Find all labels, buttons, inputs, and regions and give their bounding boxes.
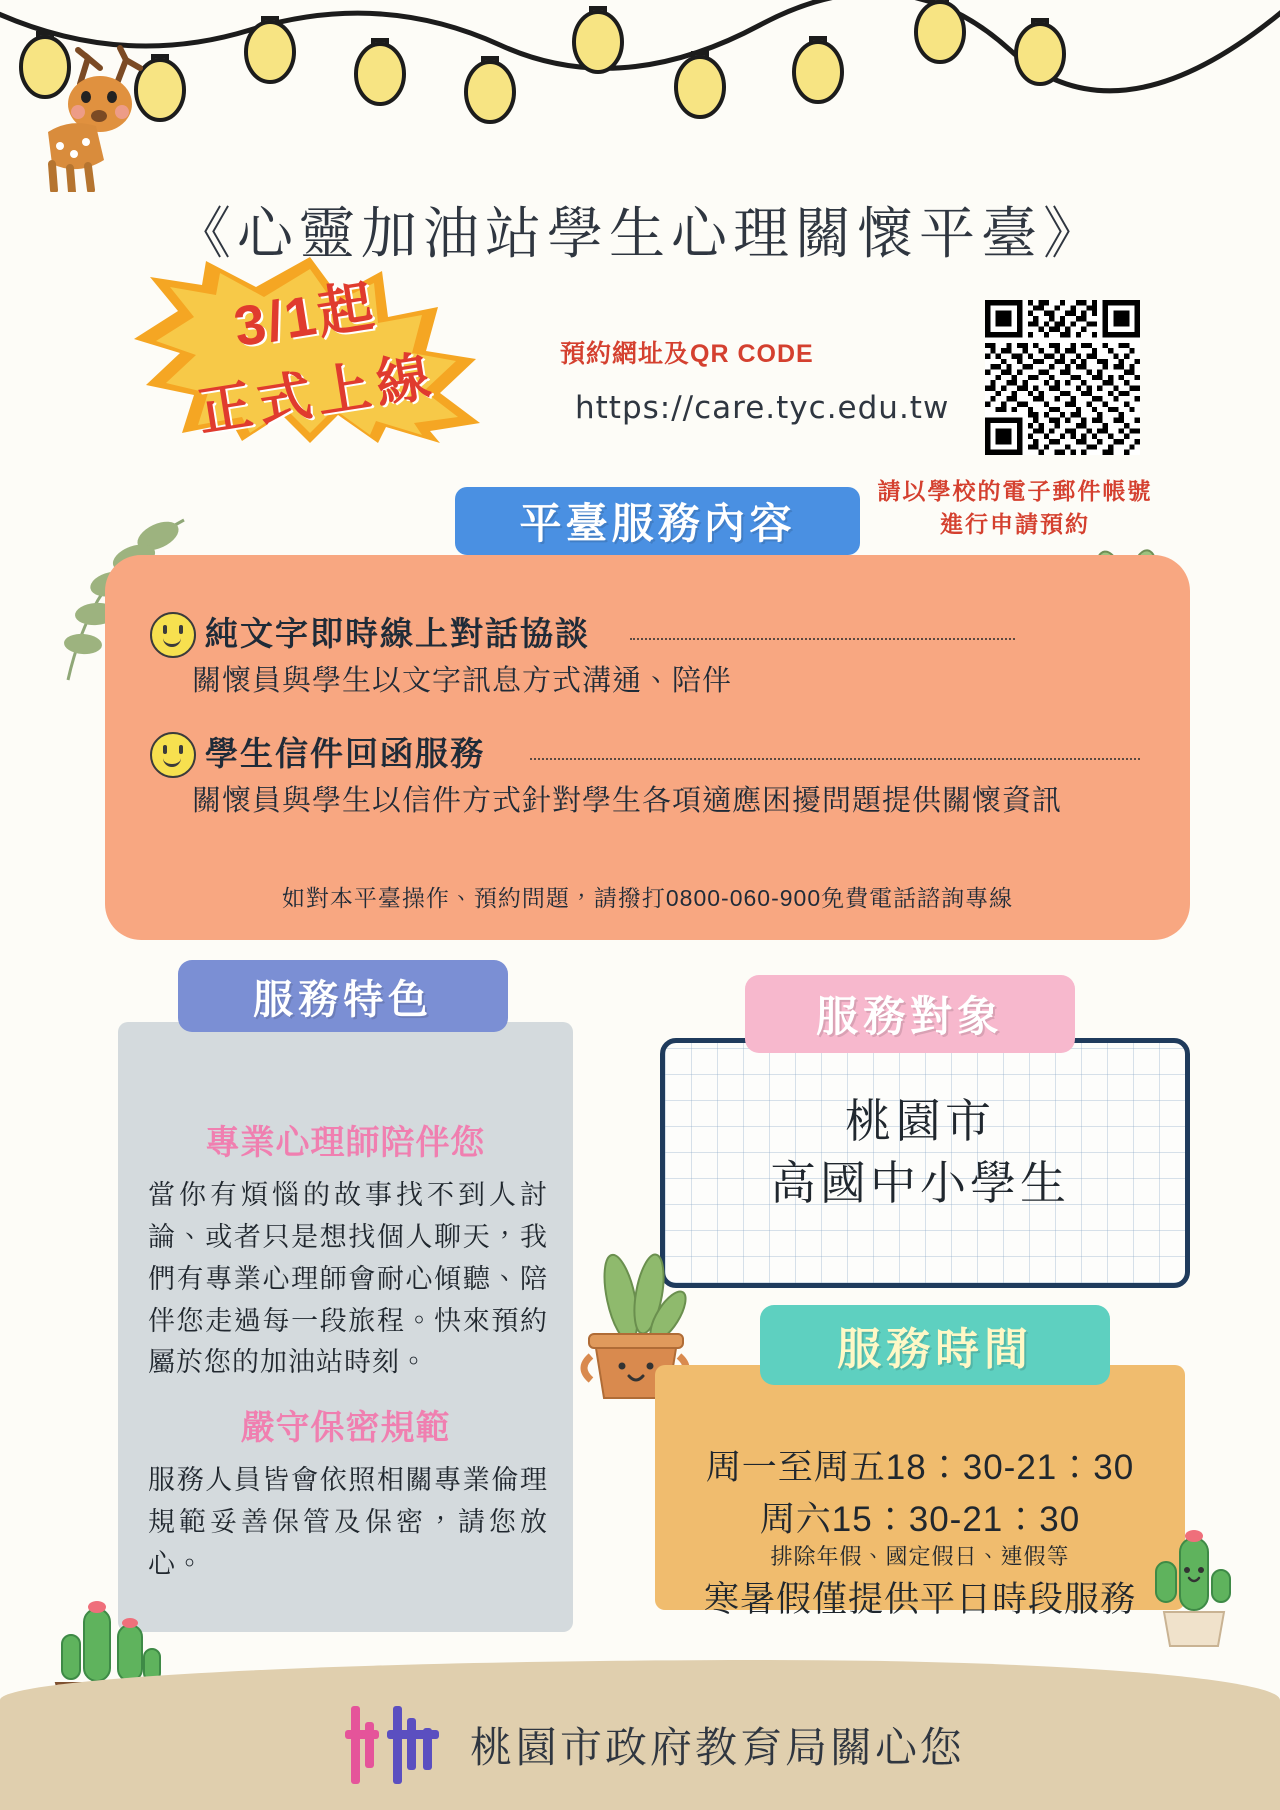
booking-url[interactable]: https://care.tyc.edu.tw	[575, 390, 950, 426]
booking-note-line2: 進行申請預約	[940, 511, 1090, 538]
services-banner-label: 平臺服務內容	[519, 500, 796, 547]
features-banner-label: 服務特色	[253, 977, 433, 1022]
feature-1-body: 當你有煩惱的故事找不到人討論、或者只是想找個人聊天，我們有專業心理師會耐心傾聽、陪伴您走過每一段旅程。快來預約屬於您的加油站時刻。	[148, 1180, 548, 1378]
launch-badge	[110, 255, 510, 445]
service-time-banner-label: 服務時間	[837, 1325, 1033, 1374]
smiley-icon	[150, 612, 196, 658]
launch-line2: 正式上線	[193, 345, 441, 443]
features-banner	[178, 960, 508, 1032]
booking-note	[865, 475, 1165, 542]
cactus-icon	[1140, 1520, 1250, 1650]
booking-note-line1: 請以學校的電子郵件帳號	[877, 478, 1153, 504]
service-time-line4: 寒暑假僅提供平日時段服務	[703, 1580, 1136, 1619]
target-line1: 桃園市	[845, 1095, 995, 1147]
services-banner	[455, 487, 860, 555]
service-item-1-heading: 純文字即時線上對話協談	[205, 615, 590, 652]
service-time-line2: 周六15：30-21：30	[759, 1500, 1081, 1539]
launch-line1: 3/1起	[229, 273, 380, 358]
service-time-line3: 排除年假、國定假日、連假等	[770, 1544, 1070, 1569]
service-item-1-divider	[630, 638, 1015, 640]
feature-2-heading: 嚴守保密規範	[240, 1409, 451, 1447]
service-item-2-divider	[530, 758, 1140, 760]
service-time-banner	[760, 1305, 1110, 1385]
footer-text: 桃園市政府教育局關心您	[470, 1724, 966, 1771]
service-item-1-body: 關懷員與學生以文字訊息方式溝通、陪伴	[192, 665, 733, 697]
qr-code-icon[interactable]	[985, 300, 1140, 455]
service-item-2-heading: 學生信件回函服務	[205, 735, 485, 772]
services-footnote: 如對本平臺操作、預約問題，請撥打0800-060-900免費電話諮詢專線	[281, 885, 1014, 911]
target-text	[660, 1090, 1180, 1214]
page-title: 《心靈加油站學生心理關懷平臺》	[175, 202, 1105, 267]
smiley-icon	[150, 732, 196, 778]
feature-2-body: 服務人員皆會依照相關專業倫理規範妥善保管及保密，請您放心。	[148, 1465, 548, 1579]
feature-1-heading: 專業心理師陪伴您	[205, 1124, 486, 1162]
booking-label: 預約網址及QR CODE	[560, 340, 814, 368]
service-item-2-body: 關懷員與學生以信件方式針對學生各項適應困擾問題提供關懷資訊	[192, 785, 1063, 817]
taoyuan-logo-icon	[345, 1700, 455, 1790]
deer-icon	[8, 42, 173, 192]
target-banner	[745, 975, 1075, 1053]
service-time-line1: 周一至周五18：30-21：30	[705, 1448, 1135, 1487]
target-line2: 高國中小學生	[770, 1157, 1070, 1210]
target-banner-label: 服務對象	[815, 993, 1004, 1040]
string-lights-icon	[0, 0, 1280, 190]
